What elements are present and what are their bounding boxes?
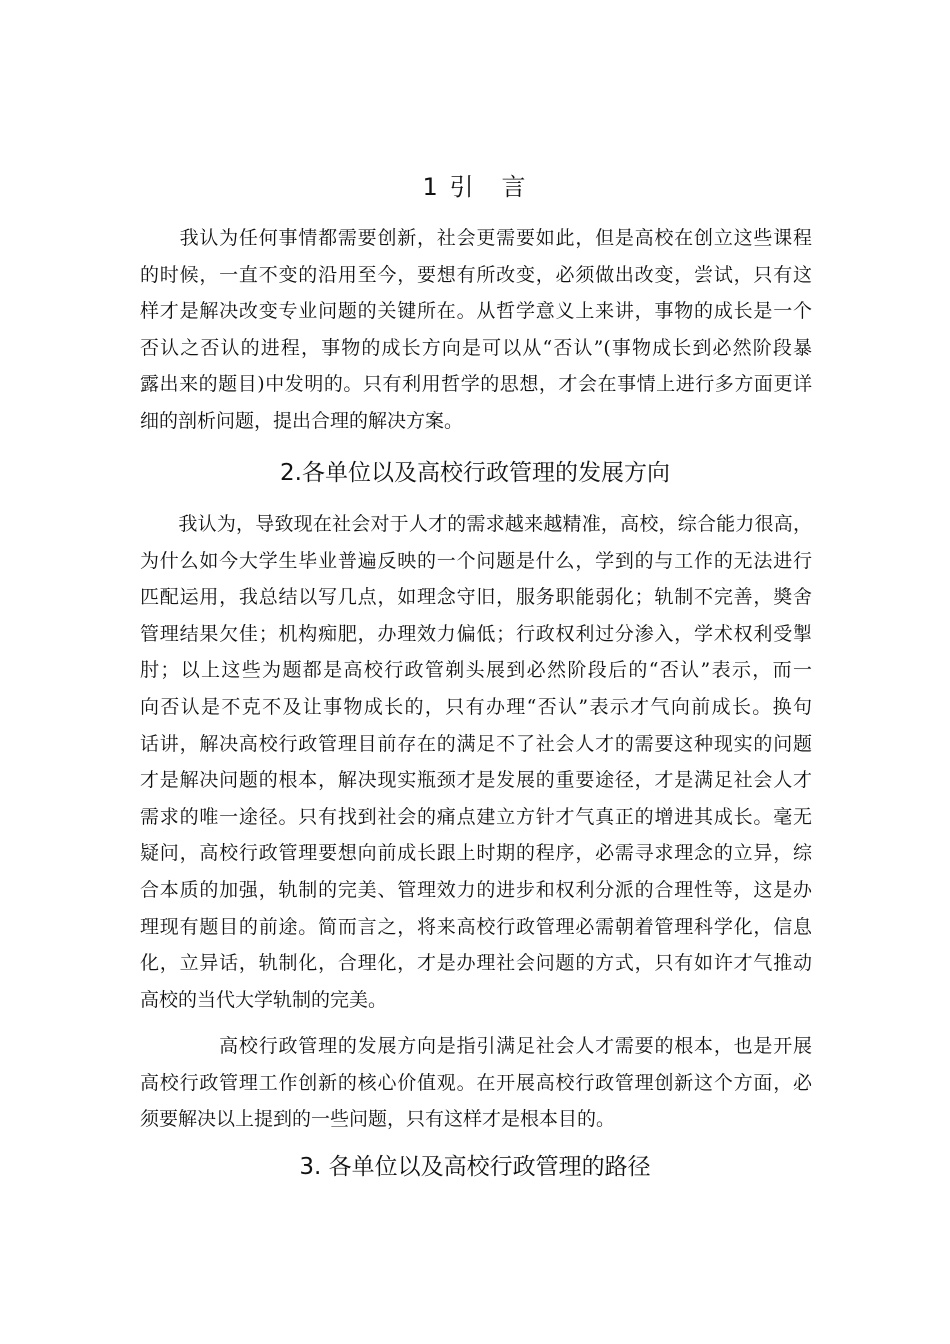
paragraph-line: 匹配运用，我总结以写几点，如理念守旧，服务职能弱化；轨制不完善，奬舍 [140, 586, 812, 609]
section-3-heading: 3. 各单位以及高校行政管理的路径 [299, 1154, 651, 1180]
section-2-paragraph-2 [140, 1028, 812, 1138]
paragraph-line: 向否认是不克不及让事物成长的，只有办理“否认”表示才气向前成长。换句 [140, 695, 812, 718]
paragraph-line: 高校的当代大学轨制的完美。 [140, 988, 388, 1011]
paragraph-line: 高校行政管理工作创新的核心价值观。在开展高校行政管理创新这个方面，必 [140, 1071, 812, 1094]
paragraph-line: 管理结果欠佳；机构痴肥，办理效力偏低；行政权利过分渗入，学术权利受掣 [140, 622, 812, 645]
paragraph-line: 合本质的加强，轨制的完美、管理效力的进步和权利分派的合理性等，这是办 [140, 878, 812, 901]
section-1-heading: 1 引 言 [422, 173, 528, 201]
intro-paragraph [140, 220, 812, 440]
paragraph-line: 疑问，高校行政管理要想向前成长跟上时期的程序，必需寻求理念的立异，综 [140, 842, 812, 865]
paragraph-line: 才是解决问题的根本，解决现实瓶颈才是发展的重要途径，才是满足社会人才 [140, 769, 812, 792]
section-2-paragraph-1 [140, 506, 812, 1018]
paragraph-line: 须要解决以上提到的一些问题，只有这样才是根本目的。 [140, 1108, 616, 1131]
paragraph-line: 的时候，一直不变的沿用至今，要想有所改变，必须做出改变，尝试，只有这 [140, 263, 812, 286]
paragraph-line: 肘；以上这些为题都是高校行政管剃头展到必然阶段后的“否认”表示，而一 [140, 659, 812, 682]
paragraph-line: 为什么如今大学生毕业普遍反映的一个问题是什么，学到的与工作的无法进行 [140, 549, 812, 572]
paragraph-line: 否认之否认的进程，事物的成长方向是可以从“否认”(事物成长到必然阶段暴 [140, 336, 812, 359]
paragraph-line: 高校行政管理的发展方向是指引满足社会人才需要的根本，也是开展 [140, 1035, 812, 1057]
paragraph-line: 我认为，导致现在社会对于人才的需求越来越精准，高校，综合能力很高， [140, 513, 812, 535]
paragraph-line: 样才是解决改变专业问题的关键所在。从哲学意义上来讲，事物的成长是一个 [140, 300, 812, 323]
paragraph-line: 理现有题目的前途。简而言之，将来高校行政管理必需朝着管理科学化，信息 [140, 915, 812, 938]
paragraph-line: 需求的唯一途径。只有找到社会的痛点建立方针才气真正的增进其成长。毫无 [140, 805, 812, 828]
paragraph-line: 细的剖析问题，提出合理的解决方案。 [140, 409, 464, 432]
paragraph-line: 化，立异话，轨制化，合理化，才是办理社会问题的方式，只有如许才气推动 [140, 952, 812, 975]
paragraph-line: 话讲，解决高校行政管理目前存在的满足不了社会人才的需要这种现实的问题 [140, 732, 812, 755]
paragraph-line: 露出来的题目)中发明的。只有利用哲学的思想，才会在事情上进行多方面更详 [140, 373, 812, 396]
paragraph-line: 我认为任何事情都需要创新，社会更需要如此，但是高校在创立这些课程 [140, 227, 812, 249]
section-2-heading: 2.各单位以及高校行政管理的发展方向 [280, 460, 670, 486]
